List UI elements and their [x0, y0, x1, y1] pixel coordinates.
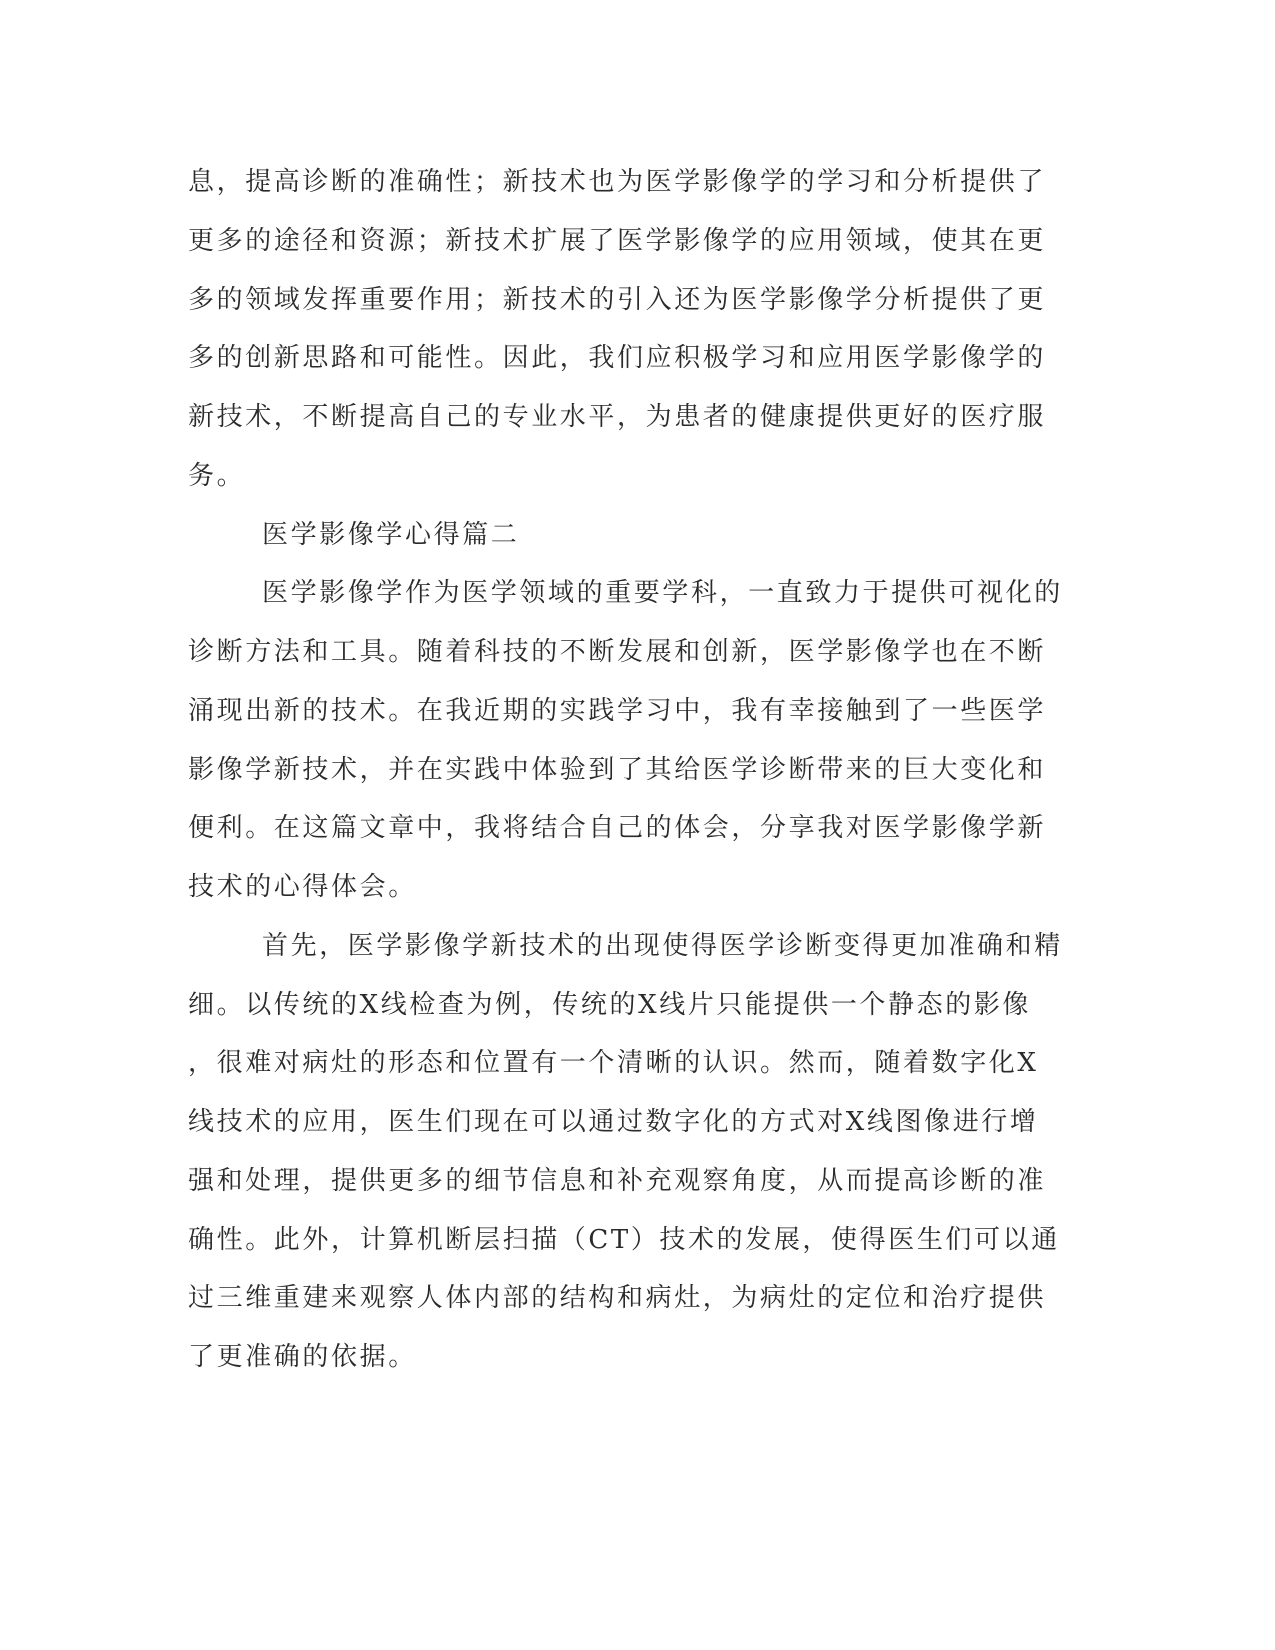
text-line: 强和处理，提供更多的细节信息和补充观察角度，从而提高诊断的准: [188, 1166, 1047, 1196]
text-line: 线技术的应用，医生们现在可以通过数字化的方式对X线图像进行增: [188, 1107, 1039, 1137]
text-line: 首先，医学影像学新技术的出现使得医学诊断变得更加准确和精: [262, 931, 1063, 961]
text-line: 过三维重建来观察人体内部的结构和病灶，为病灶的定位和治疗提供: [188, 1283, 1047, 1313]
section-heading: 医学影像学心得篇二: [262, 520, 520, 550]
text-line: 细。以传统的X线检查为例，传统的X线片只能提供一个静态的影像: [188, 990, 1032, 1020]
text-line: 涌现出新的技术。在我近期的实践学习中，我有幸接触到了一些医学: [188, 696, 1047, 726]
text-line: 多的领域发挥重要作用；新技术的引入还为医学影像学分析提供了更: [188, 285, 1047, 315]
text-line: 息，提高诊断的准确性；新技术也为医学影像学的学习和分析提供了: [188, 167, 1047, 197]
text-line: 诊断方法和工具。随着科技的不断发展和创新，医学影像学也在不断: [188, 637, 1047, 667]
text-line: 新技术，不断提高自己的专业水平，为患者的健康提供更好的医疗服: [188, 402, 1047, 432]
text-line: 确性。此外，计算机断层扫描（CT）技术的发展，使得医生们可以通: [188, 1225, 1060, 1255]
text-line: 更多的途径和资源；新技术扩展了医学影像学的应用领域，使其在更: [188, 226, 1047, 256]
text-line: ，很难对病灶的形态和位置有一个清晰的认识。然而，随着数字化X: [188, 1048, 1039, 1078]
text-line: 影像学新技术，并在实践中体验到了其给医学诊断带来的巨大变化和: [188, 755, 1047, 785]
text-line: 医学影像学作为医学领域的重要学科，一直致力于提供可视化的: [262, 578, 1063, 608]
text-line: 了更准确的依据。: [188, 1342, 417, 1372]
text-line: 便利。在这篇文章中，我将结合自己的体会，分享我对医学影像学新: [188, 813, 1047, 843]
text-line: 多的创新思路和可能性。因此，我们应积极学习和应用医学影像学的: [188, 343, 1047, 373]
text-line: 技术的心得体会。: [188, 872, 417, 902]
text-line: 务。: [188, 461, 246, 491]
